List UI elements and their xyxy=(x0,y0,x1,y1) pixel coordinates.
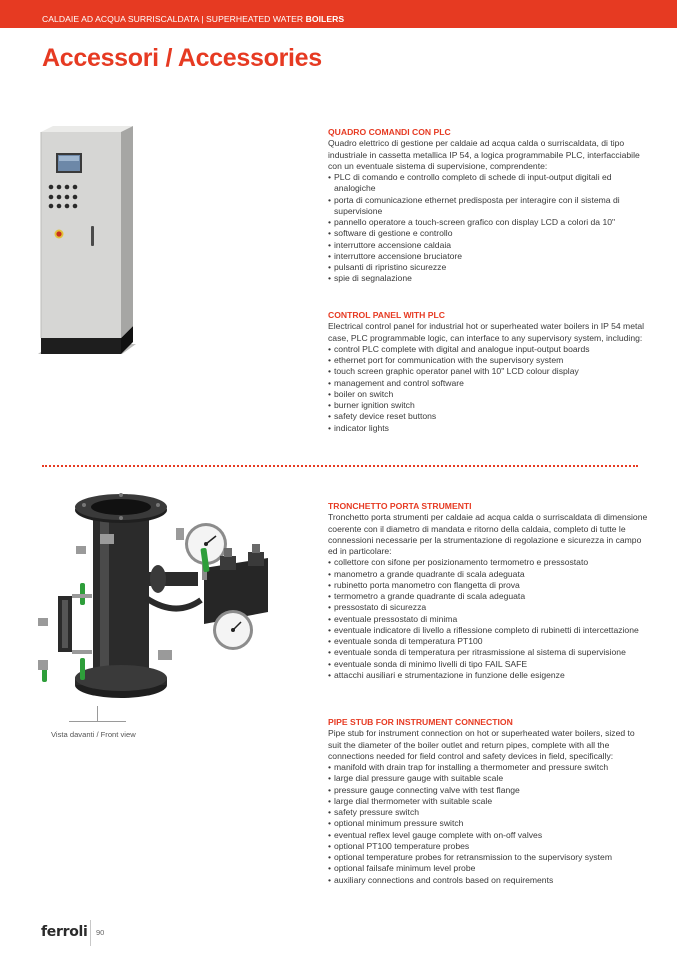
control-panel-it xyxy=(328,127,648,285)
control-panel-it-list xyxy=(328,172,648,285)
control-panel-en xyxy=(328,310,648,434)
control-panel-en-title: CONTROL PANEL WITH PLC xyxy=(328,310,445,320)
pipe-stub-en-list xyxy=(328,762,648,886)
pipe-stub-it-list xyxy=(328,557,648,681)
list-item: • eventuale indicatore di livello a riflessione completo di rubinetti di intercettazione xyxy=(328,625,648,636)
pipe-stub-it xyxy=(328,501,648,681)
control-panel-en-list xyxy=(328,344,648,434)
ferroli-logo: ferroli xyxy=(41,924,88,940)
list-item: • ethernet port for communication with the supervisory system xyxy=(328,355,648,366)
list-item: • interruttore accensione caldaia xyxy=(328,240,648,251)
control-panel-it-title: QUADRO COMANDI CON PLC xyxy=(328,127,451,137)
list-item: • safety device reset buttons xyxy=(328,411,648,422)
list-item: • optional PT100 temperature probes xyxy=(328,841,648,852)
list-item: • pressostato di sicurezza xyxy=(328,602,648,613)
header-category: CALDAIE AD ACQUA SURRISCALDATA | SUPERHEATED WATER BOILERS xyxy=(42,14,345,24)
list-item: • manometro a grande quadrante di scala adeguata xyxy=(328,569,648,580)
list-item: • indicator lights xyxy=(328,423,648,434)
list-item: • auxiliary connections and controls based on requirements xyxy=(328,875,648,886)
list-item: • control PLC complete with digital and analogue input-output boards xyxy=(328,344,648,355)
list-item: • eventuale sonda di minimo livelli di tipo FAIL SAFE xyxy=(328,659,648,670)
control-panel-en-intro: Electrical control panel for industrial hot or superheated water boilers in IP 54 metal case, PLC programmable logic, can interface to any supervisory system, including: xyxy=(328,321,645,343)
list-item: • safety pressure switch xyxy=(328,807,648,818)
list-item: • touch screen graphic operator panel with 10" LCD colour display xyxy=(328,366,648,377)
list-item: • PLC di comando e controllo completo di schede di input-output digitali ed analogiche xyxy=(328,172,648,195)
figure-caption: Vista davanti / Front view xyxy=(51,730,136,739)
control-panel-image xyxy=(36,126,146,358)
pipe-stub-en xyxy=(328,717,648,886)
page-title: Accessori / Accessories xyxy=(42,44,322,72)
caption-leader-vertical xyxy=(97,706,98,721)
list-item: • large dial thermometer with suitable scale xyxy=(328,796,648,807)
list-item: • eventual reflex level gauge complete with on-off valves xyxy=(328,830,648,841)
list-item: • attacchi ausiliari e strumentazione in funzione delle esigenze xyxy=(328,670,648,681)
list-item: • collettore con sifone per posizionamento termometro e pressostato xyxy=(328,557,648,568)
footer-separator xyxy=(90,920,91,946)
pipe-stub-en-intro: Pipe stub for instrument connection on hot or superheated water boilers, sized to suit the diameter of the boiler outlet and return pipes, complete with all the connections needed for field control and safety devices in field, specifically: xyxy=(328,728,635,761)
list-item: • spie di segnalazione xyxy=(328,273,648,284)
page-number: 90 xyxy=(96,928,105,937)
pipe-stub-en-title: PIPE STUB FOR INSTRUMENT CONNECTION xyxy=(328,717,513,727)
list-item: • termometro a grande quadrante di scala adeguata xyxy=(328,591,648,602)
caption-leader xyxy=(69,721,126,722)
list-item: • eventuale pressostato di minima xyxy=(328,614,648,625)
list-item: • pannello operatore a touch-screen grafico con display LCD a colori da 10" xyxy=(328,217,648,228)
list-item: • management and control software xyxy=(328,378,648,389)
list-item: • optional minimum pressure switch xyxy=(328,818,648,829)
header-band xyxy=(0,0,677,28)
list-item: • eventuale sonda di temperatura per ritrasmissione al sistema di supervisione xyxy=(328,647,648,658)
list-item: • pressure gauge connecting valve with test flange xyxy=(328,785,648,796)
list-item: • porta di comunicazione ethernet predisposta per interagire con il sistema di supervisione xyxy=(328,195,648,218)
list-item: • pulsanti di ripristino sicurezze xyxy=(328,262,648,273)
control-panel-it-intro: Quadro elettrico di gestione per caldaie ad acqua calda o surriscaldata, di tipo industriale in cassetta metallica IP 54, a logica programmabile PLC, interfacciabile con un eventuale sistema di supervisione, comprendente: xyxy=(328,138,640,171)
list-item: • optional temperature probes for retransmission to the supervisory system xyxy=(328,852,648,863)
pipe-stub-image xyxy=(36,488,281,706)
list-item: • software di gestione e controllo xyxy=(328,228,648,239)
list-item: • eventuale sonda di temperatura PT100 xyxy=(328,636,648,647)
pipe-stub-it-intro: Tronchetto porta strumenti per caldaie ad acqua calda o surriscaldata di dimensione coerente con il diametro di mandata e ritorno della caldaia, completo di tutte le connessioni necessarie per la strumentazione di regolazione e sicurezza in campo ed in particolare: xyxy=(328,512,648,556)
list-item: • interruttore accensione bruciatore xyxy=(328,251,648,262)
list-item: • large dial pressure gauge with suitable scale xyxy=(328,773,648,784)
list-item: • optional failsafe minimum level probe xyxy=(328,863,648,874)
section-divider xyxy=(42,465,638,467)
list-item: • manifold with drain trap for installing a thermometer and pressure switch xyxy=(328,762,648,773)
pipe-stub-it-title: TRONCHETTO PORTA STRUMENTI xyxy=(328,501,472,511)
list-item: • burner ignition switch xyxy=(328,400,648,411)
list-item: • boiler on switch xyxy=(328,389,648,400)
list-item: • rubinetto porta manometro con flangetta di prova xyxy=(328,580,648,591)
